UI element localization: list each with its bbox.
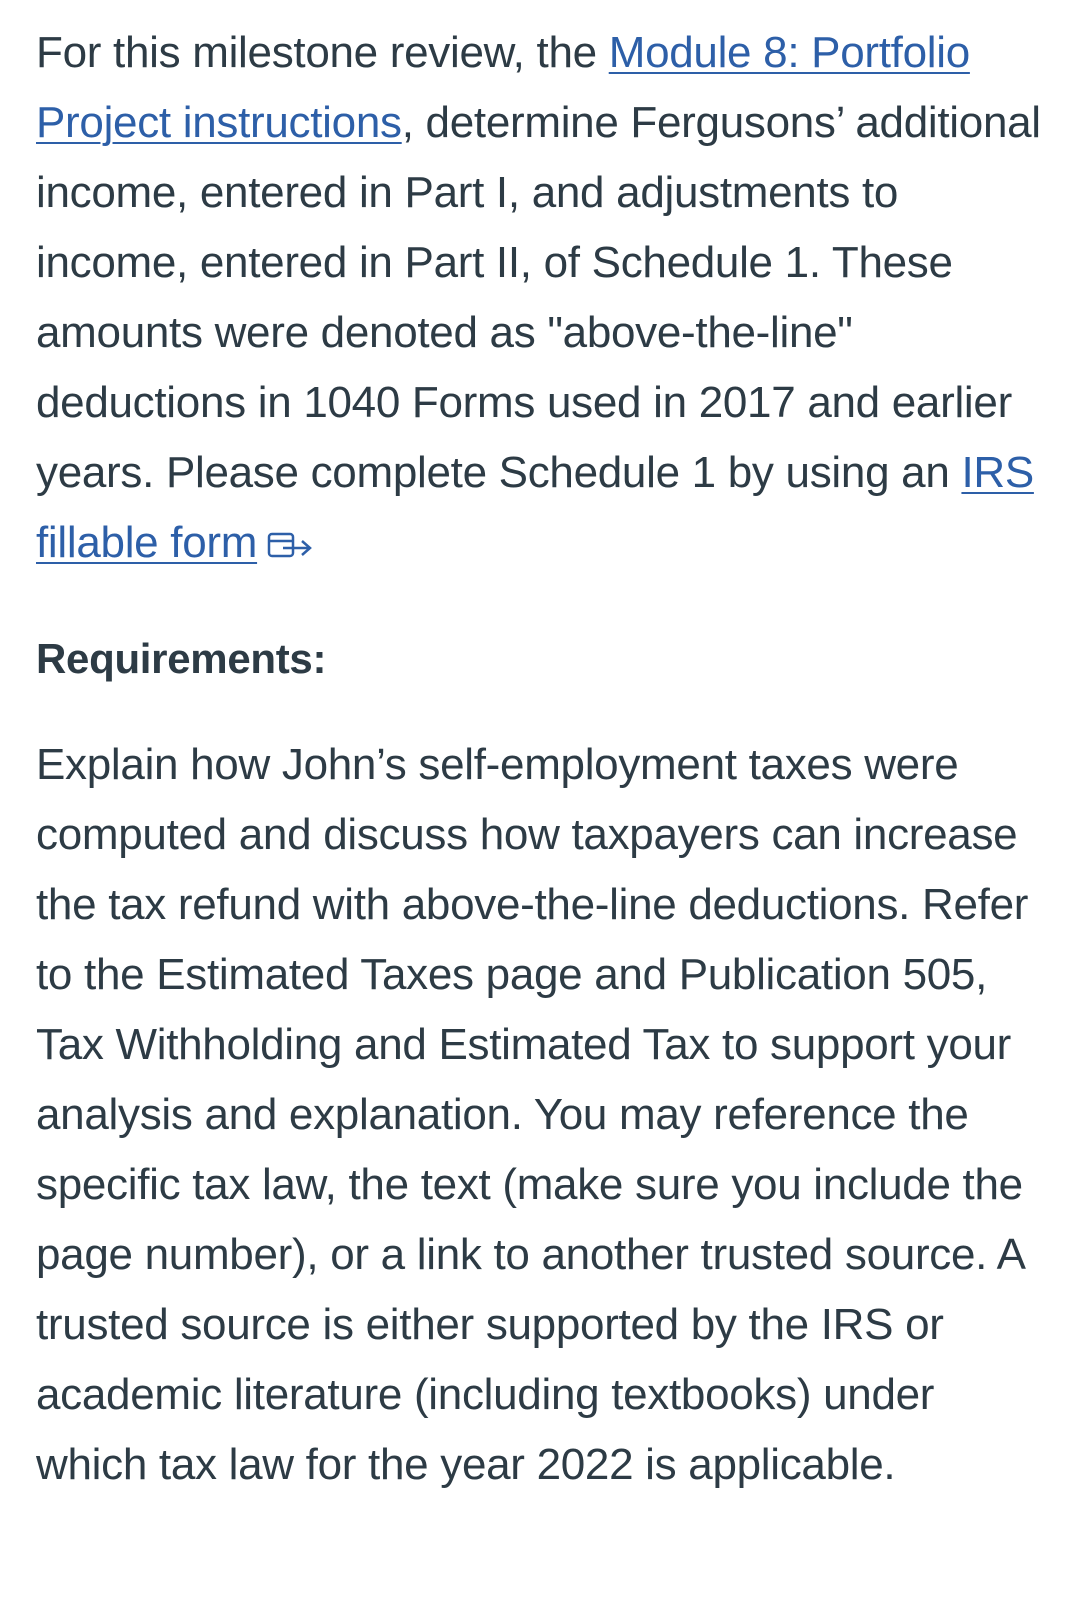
intro-paragraph (36, 18, 1046, 578)
intro-text-start: For this milestone review, the (36, 28, 609, 77)
requirements-heading: Requirements: (36, 635, 327, 682)
assignment-content (36, 18, 1046, 1500)
external-link-icon[interactable] (267, 512, 315, 544)
intro-text-middle: , determine Fergusons’ additional income, entered in Part I, and adjustments to income, entered in Part II, of Schedule 1. These amounts were denoted as "above-the-line" deductions in 1040 Forms used in 2017 and earlier years. Please complete Schedule 1 by using an (36, 98, 1041, 497)
module-8-instructions-link[interactable]: Module 8: Portfolio Project instructions (36, 28, 970, 147)
irs-fillable-form-link[interactable]: IRS fillable form (36, 448, 1034, 567)
requirements-body: Explain how John’s self-employment taxes were computed and discuss how taxpayers can increase the tax refund with above-the-line deductions. Refer to the Estimated Taxes page and Publication 505, Tax Withholding and Estimated Tax to support your analysis and explanation. You may reference the specific tax law, the text (make sure you include the page number), or a link to another trusted source. A trusted source is either supported by the IRS or academic literature (including textbooks) under which tax law for the year 2022 is applicable. (36, 740, 1029, 1489)
